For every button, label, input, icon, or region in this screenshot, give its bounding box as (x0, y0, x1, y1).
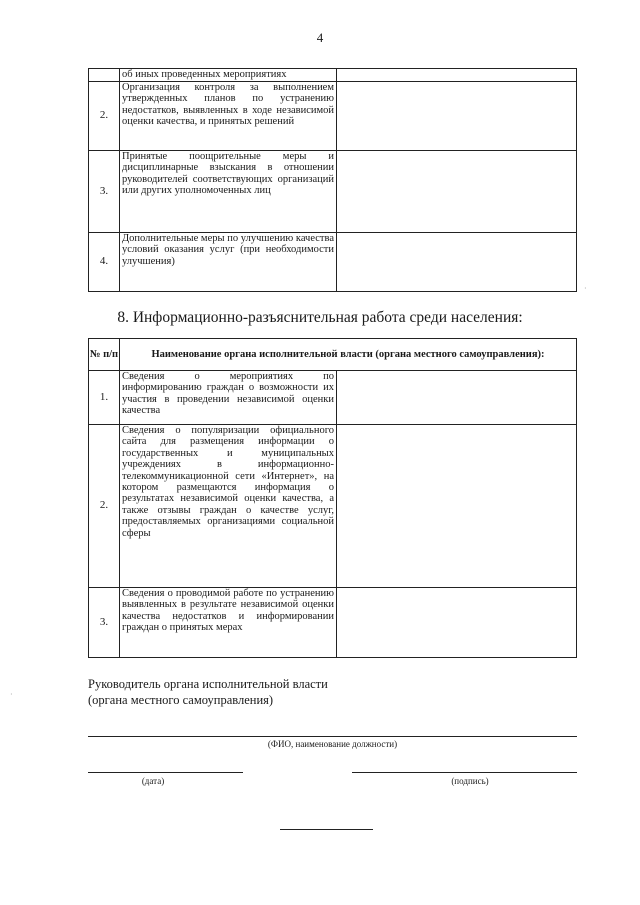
table-header-row (89, 339, 577, 371)
row-description: Дополнительные меры по улучшению качества условий оказания услуг (при необходимости улучшения) (120, 233, 337, 292)
table-row (89, 82, 577, 151)
answer-cell[interactable] (337, 588, 577, 658)
information-work-table (88, 338, 577, 658)
row-number: 4. (89, 233, 120, 292)
signatory-title: Руководитель органа исполнительной власти (88, 677, 328, 691)
answer-cell[interactable] (337, 425, 577, 588)
row-number (89, 69, 120, 82)
signature-line[interactable] (352, 772, 577, 773)
scan-artifact: · (584, 284, 587, 293)
row-description: Сведения о мероприятиях по информированию граждан о возможности их участия в проведении независимой оценки качества (120, 371, 337, 425)
fio-caption: (ФИО, наименование должности) (267, 739, 398, 749)
row-number: 2. (89, 82, 120, 151)
table-row (89, 425, 577, 588)
table-row (89, 371, 577, 425)
evaluation-table-continued (88, 68, 577, 292)
signatory-block (88, 676, 328, 708)
header-number: № п/п (89, 339, 120, 371)
row-number: 1. (89, 371, 120, 425)
row-description: об иных проведенных мероприятиях (120, 69, 337, 82)
answer-cell[interactable] (337, 82, 577, 151)
answer-cell[interactable] (337, 233, 577, 292)
row-description: Сведения о проводимой работе по устранению выявленных в результате независимой оценки качества недостатков и информировании граждан о принятых мерах (120, 588, 337, 658)
row-number: 3. (89, 151, 120, 233)
date-caption: (дата) (141, 776, 165, 786)
fio-line[interactable] (88, 736, 577, 737)
answer-cell[interactable] (337, 371, 577, 425)
row-description: Сведения о популяризации официального сайта для размещения информации о государственных и муниципальных учреждениях в информационно-телекоммуникационной сети «Интернет», на котором размещаются информация о результатах независимой оценки качества, а также отзывы граждан о качестве услуг, предоставляемых организациями социальной сферы (120, 425, 337, 588)
row-description: Организация контроля за выполнением утвержденных планов по устранению недостатков, выявленных в ходе независимой оценки качества, и принятых решений (120, 82, 337, 151)
answer-cell[interactable] (337, 69, 577, 82)
row-number: 2. (89, 425, 120, 588)
row-number: 3. (89, 588, 120, 658)
separator-line (280, 829, 373, 830)
row-description: Принятые поощрительные меры и дисциплинарные взыскания в отношении руководителей соответствующих организаций или других уполномоченных лиц (120, 151, 337, 233)
table-row (89, 588, 577, 658)
header-authority-name: Наименование органа исполнительной власти (органа местного самоуправления): (120, 339, 577, 371)
table-row (89, 233, 577, 292)
table-row (89, 151, 577, 233)
scan-artifact: · (10, 690, 13, 699)
section-title: 8. Информационно-разъяснительная работа среди населения: (117, 309, 523, 326)
signature-caption: (подпись) (451, 776, 489, 786)
answer-cell[interactable] (337, 151, 577, 233)
date-line[interactable] (88, 772, 243, 773)
signatory-subtitle: (органа местного самоуправления) (88, 693, 274, 707)
table-row (89, 69, 577, 82)
page-number: 4 (316, 30, 324, 45)
